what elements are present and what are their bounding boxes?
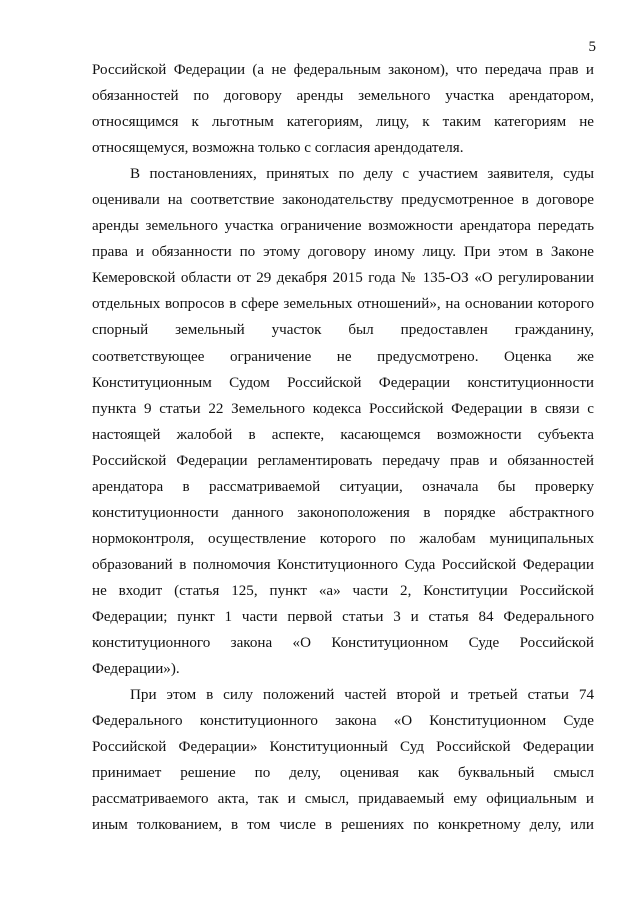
text-line: права и обязанности по этому договору иному лицу. При этом в Законе (92, 244, 594, 261)
document-body (92, 57, 594, 838)
text-line: оценивали на соответствие законодательству предусмотренное в договоре (92, 192, 594, 209)
paragraph (92, 57, 594, 161)
paragraph (92, 161, 594, 682)
text-line: конституционного закона «О Конституционном Суде Российской (92, 635, 594, 652)
text-line: Кемеровской области от 29 декабря 2015 года № 135-ОЗ «О регулировании (92, 270, 594, 287)
text-line: не входит (статья 125, пункт «а» части 2, Конституции Российской (92, 582, 594, 599)
text-line: обязанностей по договору аренды земельного участка арендатором, (92, 88, 594, 105)
text-line: Конституционным Судом Российской Федерации конституционности (92, 374, 594, 391)
text-line: рассматриваемого акта, так и смысл, придаваемый ему официальным и (92, 791, 594, 808)
text-line: нормоконтроля, осуществление которого по жалобам муниципальных (92, 530, 594, 547)
text-line: относящимся к льготным категориям, лицу, к таким категориям не (92, 114, 594, 131)
text-line: Федерального конституционного закона «О Конституционном Суде (92, 713, 594, 730)
text-line: иным толкованием, в том числе в решениях по конкретному делу, или (92, 817, 594, 834)
text-line: образований в полномочия Конституционного Суда Российской Федерации (92, 556, 594, 573)
text-line: пункта 9 статьи 22 Земельного кодекса Российской Федерации в связи с (92, 400, 594, 417)
text-line: арендатора в рассматриваемой ситуации, означала бы проверку (92, 478, 594, 495)
text-line: относящемуся, возможна только с согласия арендодателя. (92, 140, 464, 157)
text-line: Федерации; пункт 1 части первой статьи 3 и статья 84 Федерального (92, 608, 594, 625)
paragraph (92, 682, 594, 838)
text-line: аренды земельного участка ограничение возможности арендатора передать (92, 218, 594, 235)
text-line: отдельных вопросов в сфере земельных отношений», на основании которого (92, 296, 594, 313)
page-number: 5 (588, 39, 596, 55)
text-line: В постановлениях, принятых по делу с участием заявителя, суды (130, 166, 594, 183)
text-line: соответствующее ограничение не предусмотрено. Оценка же (92, 348, 594, 365)
text-line: спорный земельный участок был предоставлен гражданину, (92, 322, 594, 339)
text-line: Российской Федерации (а не федеральным законом), что передача прав и (92, 62, 594, 78)
text-line: принимает решение по делу, оценивая как буквальный смысл (92, 765, 594, 782)
text-line: конституционности данного законоположения в порядке абстрактного (92, 504, 594, 521)
text-line: Российской Федерации» Конституционный Суд Российской Федерации (92, 739, 594, 756)
text-line: При этом в силу положений частей второй и третьей статьи 74 (130, 687, 594, 704)
text-line: Федерации»). (92, 661, 180, 678)
text-line: настоящей жалобой в аспекте, касающемся возможности субъекта (92, 426, 594, 443)
text-line: Российской Федерации регламентировать передачу прав и обязанностей (92, 452, 594, 469)
